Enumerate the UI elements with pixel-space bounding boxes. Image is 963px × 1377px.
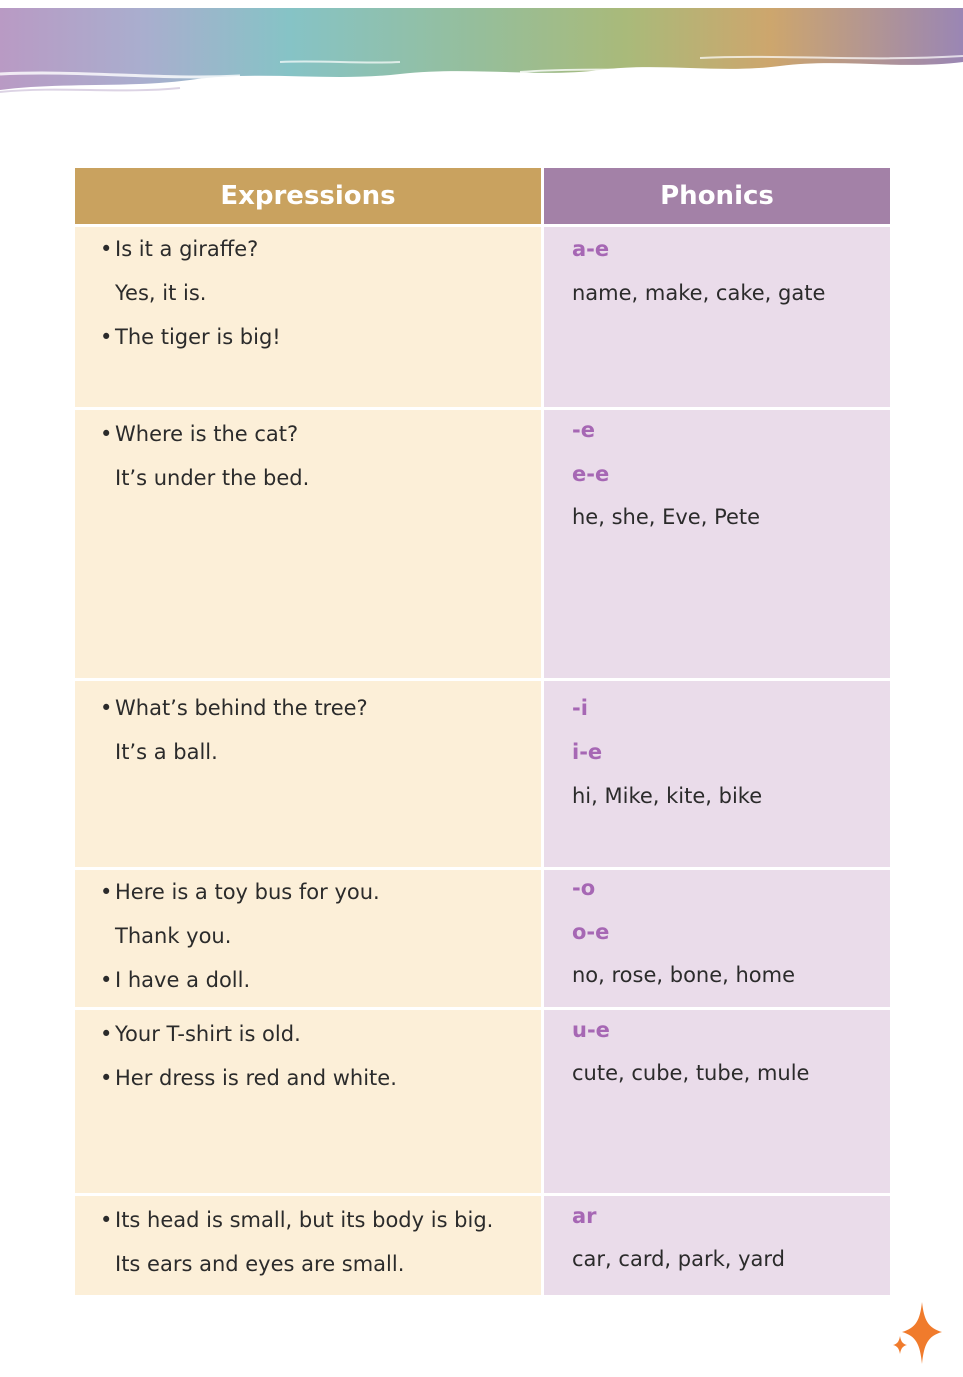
phonics-words: hi, Mike, kite, bike (572, 784, 763, 808)
phonics-header: Phonics (544, 168, 890, 224)
phonics-pattern: o-e (572, 920, 610, 944)
phonics-words: car, card, park, yard (572, 1247, 785, 1271)
expression-line: Yes, it is. (115, 281, 207, 305)
phonics-pattern: ar (572, 1204, 597, 1228)
phonics-pattern: -o (572, 876, 596, 900)
expression-line: • Where is the cat? (100, 422, 299, 446)
watercolor-brush-banner (0, 0, 963, 110)
phonics-pattern: -e (572, 418, 595, 442)
phonics-words: cute, cube, tube, mule (572, 1061, 810, 1085)
expressions-phonics-table (75, 168, 890, 1295)
expressions-cell (75, 410, 541, 678)
expression-line: Its ears and eyes are small. (115, 1252, 405, 1276)
expression-line: • What’s behind the tree? (100, 696, 368, 720)
expressions-cell (75, 870, 541, 1007)
expression-line: • Her dress is red and white. (100, 1066, 397, 1090)
phonics-cell (544, 227, 890, 407)
expressions-cell (75, 1196, 541, 1295)
expression-line: It’s a ball. (115, 740, 218, 764)
phonics-cell (544, 410, 890, 678)
expression-line: • Its head is small, but its body is big. (100, 1208, 494, 1232)
expression-line: • The tiger is big! (100, 325, 281, 349)
phonics-cell (544, 1196, 890, 1295)
phonics-cell (544, 1010, 890, 1193)
expressions-cell (75, 681, 541, 867)
phonics-words: no, rose, bone, home (572, 963, 796, 987)
expressions-cell (75, 1010, 541, 1193)
phonics-pattern: e-e (572, 462, 610, 486)
expression-line: • Is it a giraffe? (100, 237, 259, 261)
phonics-pattern: -i (572, 696, 588, 720)
phonics-pattern: u-e (572, 1018, 610, 1042)
expression-line: • I have a doll. (100, 968, 251, 992)
expression-line: • Here is a toy bus for you. (100, 880, 380, 904)
phonics-pattern: a-e (572, 237, 610, 261)
phonics-words: name, make, cake, gate (572, 281, 826, 305)
phonics-cell (544, 681, 890, 867)
expression-line: • Your T-shirt is old. (100, 1022, 301, 1046)
expressions-header: Expressions (75, 168, 541, 224)
phonics-words: he, she, Eve, Pete (572, 505, 761, 529)
expression-line: Thank you. (115, 924, 232, 948)
sparkle-star-icon (892, 1300, 944, 1366)
expressions-cell (75, 227, 541, 407)
phonics-cell (544, 870, 890, 1007)
phonics-pattern: i-e (572, 740, 603, 764)
expression-line: It’s under the bed. (115, 466, 310, 490)
